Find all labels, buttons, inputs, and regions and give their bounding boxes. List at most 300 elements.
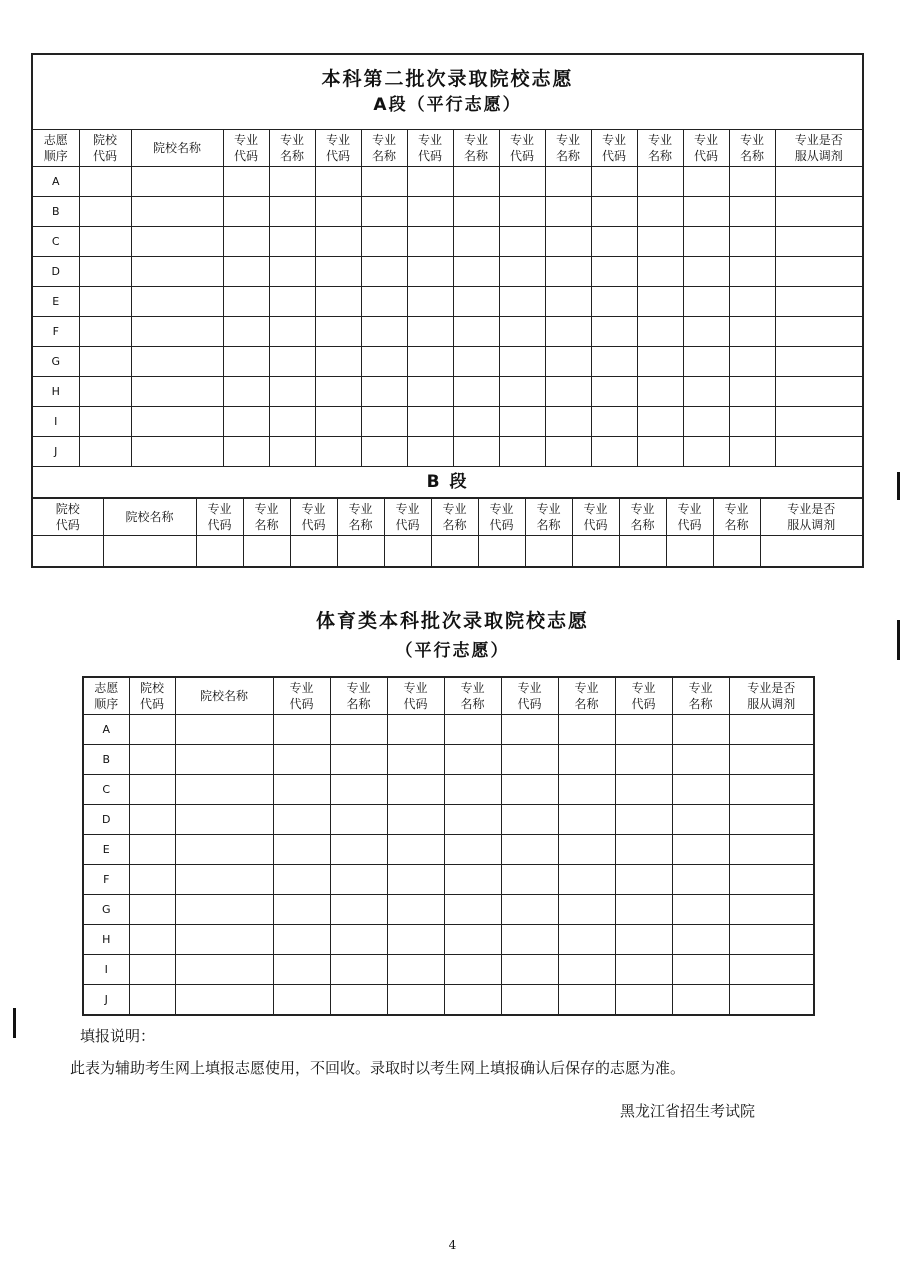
s2-input-cell[interactable]: [672, 955, 729, 985]
s1-input-cell[interactable]: [315, 257, 361, 287]
s1-input-cell[interactable]: [729, 317, 775, 347]
b-col-header-accept-adjust: 专业是否 服从调剂: [760, 499, 862, 536]
s1-input-cell[interactable]: [775, 407, 863, 437]
s1-input-cell[interactable]: [223, 347, 269, 377]
s1-input-cell[interactable]: [407, 197, 453, 227]
s1-input-cell[interactable]: [79, 257, 131, 287]
s1-input-cell[interactable]: [131, 197, 223, 227]
s1-input-cell[interactable]: [591, 197, 637, 227]
b-cell-major-name-4[interactable]: [525, 536, 572, 567]
s2-input-cell[interactable]: [129, 925, 175, 955]
s1-input-cell[interactable]: [591, 347, 637, 377]
s1-input-cell[interactable]: [683, 437, 729, 467]
s1-input-cell[interactable]: [223, 407, 269, 437]
s1-input-cell[interactable]: [223, 227, 269, 257]
s1-input-cell[interactable]: [223, 167, 269, 197]
s1-input-cell[interactable]: [637, 437, 683, 467]
s2-input-cell[interactable]: [501, 865, 558, 895]
b-cell-major-name-2[interactable]: [337, 536, 384, 567]
s2-input-cell[interactable]: [729, 715, 814, 745]
s2-input-cell[interactable]: [444, 835, 501, 865]
s1-input-cell[interactable]: [591, 227, 637, 257]
s2-input-cell[interactable]: [615, 805, 672, 835]
s1-input-cell[interactable]: [545, 257, 591, 287]
s2-input-cell[interactable]: [330, 715, 387, 745]
s2-input-cell[interactable]: [273, 895, 330, 925]
s1-input-cell[interactable]: [683, 197, 729, 227]
s1-input-cell[interactable]: [79, 197, 131, 227]
s2-input-cell[interactable]: [273, 835, 330, 865]
s1-input-cell[interactable]: [269, 287, 315, 317]
s1-input-cell[interactable]: [79, 317, 131, 347]
s2-row-label: B: [83, 745, 129, 775]
b-cell-major-code-1[interactable]: [196, 536, 243, 567]
s2-input-cell[interactable]: [444, 775, 501, 805]
s1-input-cell[interactable]: [729, 377, 775, 407]
s2-input-cell[interactable]: [330, 865, 387, 895]
s2-input-cell[interactable]: [129, 895, 175, 925]
s1-input-cell[interactable]: [729, 437, 775, 467]
s2-input-cell[interactable]: [729, 805, 814, 835]
s1-input-cell[interactable]: [545, 407, 591, 437]
s2-input-cell[interactable]: [501, 775, 558, 805]
s1-input-cell[interactable]: [775, 287, 863, 317]
b-cell-major-name-6[interactable]: [713, 536, 760, 567]
s1-input-cell[interactable]: [407, 287, 453, 317]
s1-input-cell[interactable]: [361, 347, 407, 377]
s1-input-cell[interactable]: [683, 167, 729, 197]
s2-input-cell[interactable]: [129, 805, 175, 835]
s1-input-cell[interactable]: [637, 287, 683, 317]
col-header-major-code-5: 专业 代码: [591, 130, 637, 167]
s1-input-cell[interactable]: [591, 287, 637, 317]
s2-input-cell[interactable]: [558, 745, 615, 775]
s2-input-cell[interactable]: [615, 745, 672, 775]
s1-input-cell[interactable]: [269, 227, 315, 257]
s2-input-cell[interactable]: [175, 895, 273, 925]
s1-input-cell[interactable]: [361, 227, 407, 257]
s1-input-cell[interactable]: [637, 227, 683, 257]
s1-input-cell[interactable]: [499, 257, 545, 287]
b-cell-major-name-1[interactable]: [243, 536, 290, 567]
s1-input-cell[interactable]: [79, 227, 131, 257]
s2-input-cell[interactable]: [330, 955, 387, 985]
s1-input-cell[interactable]: [315, 347, 361, 377]
s2-input-cell[interactable]: [273, 775, 330, 805]
s1-input-cell[interactable]: [775, 197, 863, 227]
s1-input-cell[interactable]: [637, 167, 683, 197]
s1-input-cell[interactable]: [407, 167, 453, 197]
s1-input-cell[interactable]: [407, 347, 453, 377]
s2-input-cell[interactable]: [672, 835, 729, 865]
s1-input-cell[interactable]: [499, 347, 545, 377]
s1-input-cell[interactable]: [453, 437, 499, 467]
s2-input-cell[interactable]: [175, 745, 273, 775]
s1-input-cell[interactable]: [729, 167, 775, 197]
s1-input-cell[interactable]: [499, 197, 545, 227]
s1-input-cell[interactable]: [499, 287, 545, 317]
s1-input-cell[interactable]: [79, 407, 131, 437]
section2-title: 体育类本科批次录取院校志愿: [315, 610, 589, 632]
s2-input-cell[interactable]: [387, 985, 444, 1016]
s1-input-cell[interactable]: [79, 377, 131, 407]
s1-input-cell[interactable]: [269, 167, 315, 197]
s2-input-cell[interactable]: [129, 955, 175, 985]
s2-row-label: G: [83, 895, 129, 925]
s2-input-cell[interactable]: [672, 925, 729, 955]
s2-input-cell[interactable]: [501, 925, 558, 955]
s2-input-cell[interactable]: [273, 715, 330, 745]
s2-input-cell[interactable]: [558, 775, 615, 805]
s2-col-header-order: 志愿 顺序: [83, 677, 129, 715]
s2-input-cell[interactable]: [175, 985, 273, 1016]
s2-input-cell[interactable]: [501, 835, 558, 865]
s1-input-cell[interactable]: [591, 407, 637, 437]
s1-input-cell[interactable]: [361, 437, 407, 467]
s1-input-cell[interactable]: [223, 377, 269, 407]
s1-input-cell[interactable]: [361, 197, 407, 227]
s2-input-cell[interactable]: [615, 835, 672, 865]
s2-input-cell[interactable]: [729, 865, 814, 895]
s2-input-cell[interactable]: [615, 865, 672, 895]
s2-input-cell[interactable]: [615, 715, 672, 745]
s1-input-cell[interactable]: [453, 407, 499, 437]
s2-input-cell[interactable]: [615, 925, 672, 955]
s1-input-cell[interactable]: [269, 197, 315, 227]
s1-input-cell[interactable]: [269, 437, 315, 467]
s2-input-cell[interactable]: [729, 745, 814, 775]
s2-input-cell[interactable]: [387, 775, 444, 805]
s2-input-cell[interactable]: [558, 895, 615, 925]
s1-input-cell[interactable]: [223, 197, 269, 227]
s1-input-cell[interactable]: [545, 227, 591, 257]
s1-input-cell[interactable]: [361, 377, 407, 407]
s2-input-cell[interactable]: [615, 895, 672, 925]
s1-input-cell[interactable]: [315, 287, 361, 317]
s1-input-cell[interactable]: [79, 437, 131, 467]
s1-input-cell[interactable]: [683, 257, 729, 287]
b-cell-major-code-5[interactable]: [572, 536, 619, 567]
s1-input-cell[interactable]: [591, 377, 637, 407]
b-col-header-major-code-6: 专业 代码: [666, 499, 713, 536]
s1-input-cell[interactable]: [269, 317, 315, 347]
s1-input-cell[interactable]: [223, 437, 269, 467]
s2-input-cell[interactable]: [729, 985, 814, 1016]
s2-col-header-major-name-2: 专业 名称: [444, 677, 501, 715]
s1-input-cell[interactable]: [499, 317, 545, 347]
s1-input-cell[interactable]: [131, 437, 223, 467]
s1-input-cell[interactable]: [729, 227, 775, 257]
s2-input-cell[interactable]: [175, 715, 273, 745]
s1-input-cell[interactable]: [591, 257, 637, 287]
s2-input-cell[interactable]: [501, 955, 558, 985]
s1-input-cell[interactable]: [315, 317, 361, 347]
s2-input-cell[interactable]: [387, 835, 444, 865]
s2-col-header-accept-adjust: 专业是否 服从调剂: [729, 677, 814, 715]
s2-input-cell[interactable]: [672, 775, 729, 805]
s2-input-cell[interactable]: [615, 955, 672, 985]
s2-input-cell[interactable]: [129, 715, 175, 745]
s2-input-cell[interactable]: [501, 895, 558, 925]
s1-input-cell[interactable]: [775, 317, 863, 347]
s1-input-cell[interactable]: [775, 257, 863, 287]
s1-input-cell[interactable]: [79, 347, 131, 377]
section2-subtitle: （平行志愿）: [395, 641, 510, 661]
s1-input-cell[interactable]: [499, 167, 545, 197]
s2-input-cell[interactable]: [273, 985, 330, 1016]
b-cell-major-name-3[interactable]: [431, 536, 478, 567]
s1-input-cell[interactable]: [775, 347, 863, 377]
s1-input-cell[interactable]: [545, 437, 591, 467]
s1-input-cell[interactable]: [545, 167, 591, 197]
s2-input-cell[interactable]: [129, 835, 175, 865]
s1-input-cell[interactable]: [453, 317, 499, 347]
col-header-major-name-6: 专业 名称: [729, 130, 775, 167]
b-col-header-school-name: 院校名称: [103, 499, 196, 536]
s1-input-cell[interactable]: [545, 197, 591, 227]
s1-input-cell[interactable]: [407, 407, 453, 437]
s2-input-cell[interactable]: [501, 805, 558, 835]
s2-col-header-major-code-1: 专业 代码: [273, 677, 330, 715]
s2-input-cell[interactable]: [330, 925, 387, 955]
s2-input-cell[interactable]: [501, 985, 558, 1016]
s1-input-cell[interactable]: [453, 257, 499, 287]
s2-input-cell[interactable]: [615, 775, 672, 805]
s1-input-cell[interactable]: [315, 197, 361, 227]
s1-input-cell[interactable]: [131, 407, 223, 437]
s1-input-cell[interactable]: [591, 437, 637, 467]
s1-input-cell[interactable]: [775, 227, 863, 257]
s2-input-cell[interactable]: [387, 895, 444, 925]
s1-input-cell[interactable]: [453, 167, 499, 197]
s1-input-cell[interactable]: [729, 257, 775, 287]
s2-input-cell[interactable]: [444, 955, 501, 985]
s2-input-cell[interactable]: [558, 715, 615, 745]
s2-input-cell[interactable]: [330, 775, 387, 805]
s1-input-cell[interactable]: [269, 377, 315, 407]
s1-input-cell[interactable]: [545, 287, 591, 317]
s1-input-cell[interactable]: [683, 407, 729, 437]
col-header-school-code: 院校 代码: [79, 130, 131, 167]
s2-input-cell[interactable]: [330, 985, 387, 1016]
s2-input-cell[interactable]: [129, 775, 175, 805]
s2-input-cell[interactable]: [330, 835, 387, 865]
s1-input-cell[interactable]: [269, 347, 315, 377]
s2-input-cell[interactable]: [672, 745, 729, 775]
s1-input-cell[interactable]: [315, 167, 361, 197]
s2-input-cell[interactable]: [444, 895, 501, 925]
b-cell-school-code[interactable]: [33, 536, 103, 567]
s2-input-cell[interactable]: [387, 955, 444, 985]
s1-input-cell[interactable]: [775, 377, 863, 407]
s1-input-cell[interactable]: [361, 167, 407, 197]
s1-input-cell[interactable]: [453, 377, 499, 407]
s1-input-cell[interactable]: [637, 347, 683, 377]
b-col-header-major-name-5: 专业 名称: [619, 499, 666, 536]
s1-input-cell[interactable]: [775, 167, 863, 197]
s1-input-cell[interactable]: [453, 197, 499, 227]
s2-input-cell[interactable]: [129, 985, 175, 1016]
s1-input-cell[interactable]: [729, 197, 775, 227]
s2-input-cell[interactable]: [444, 865, 501, 895]
s1-input-cell[interactable]: [775, 437, 863, 467]
s1-input-cell[interactable]: [315, 437, 361, 467]
s2-input-cell[interactable]: [558, 865, 615, 895]
s1-input-cell[interactable]: [361, 407, 407, 437]
b-cell-major-name-5[interactable]: [619, 536, 666, 567]
s1-input-cell[interactable]: [683, 287, 729, 317]
s2-input-cell[interactable]: [387, 805, 444, 835]
s1-input-cell[interactable]: [545, 377, 591, 407]
s2-input-cell[interactable]: [387, 865, 444, 895]
s2-input-cell[interactable]: [444, 745, 501, 775]
s2-input-cell[interactable]: [175, 835, 273, 865]
s1-input-cell[interactable]: [361, 257, 407, 287]
s1-input-cell[interactable]: [683, 347, 729, 377]
s1-input-cell[interactable]: [407, 377, 453, 407]
s2-input-cell[interactable]: [273, 745, 330, 775]
s2-input-cell[interactable]: [729, 835, 814, 865]
s1-input-cell[interactable]: [453, 227, 499, 257]
s1-input-cell[interactable]: [79, 287, 131, 317]
s1-row: [32, 317, 863, 347]
s2-input-cell[interactable]: [273, 955, 330, 985]
s2-input-cell[interactable]: [558, 985, 615, 1016]
s1-input-cell[interactable]: [637, 377, 683, 407]
s1-input-cell[interactable]: [729, 347, 775, 377]
s1-input-cell[interactable]: [499, 407, 545, 437]
s1-input-cell[interactable]: [361, 317, 407, 347]
s2-input-cell[interactable]: [175, 865, 273, 895]
s2-row-label: A: [83, 715, 129, 745]
b-cell-major-code-3[interactable]: [384, 536, 431, 567]
s1-input-cell[interactable]: [315, 377, 361, 407]
s1-input-cell[interactable]: [637, 407, 683, 437]
s1-input-cell[interactable]: [131, 287, 223, 317]
section2-title-block: [0, 608, 905, 664]
notes-body: 此表为辅助考生网上填报志愿使用，不回收。录取时以考生网上填报确认后保存的志愿为准。: [70, 1059, 686, 1077]
s2-input-cell[interactable]: [175, 925, 273, 955]
b-cell-accept-adjust[interactable]: [760, 536, 862, 567]
s1-input-cell[interactable]: [79, 167, 131, 197]
s2-input-cell[interactable]: [387, 925, 444, 955]
s1-input-cell[interactable]: [637, 257, 683, 287]
s1-input-cell[interactable]: [407, 437, 453, 467]
section1-subtitle-b: B 段: [32, 467, 863, 498]
s1-input-cell[interactable]: [729, 407, 775, 437]
s2-input-cell[interactable]: [501, 715, 558, 745]
s2-input-cell[interactable]: [444, 985, 501, 1016]
s1-input-cell[interactable]: [453, 287, 499, 317]
s1-input-cell[interactable]: [637, 317, 683, 347]
s2-input-cell[interactable]: [558, 805, 615, 835]
s1-input-cell[interactable]: [499, 377, 545, 407]
s1-input-cell[interactable]: [637, 197, 683, 227]
s1-input-cell[interactable]: [131, 227, 223, 257]
s1-input-cell[interactable]: [407, 317, 453, 347]
s2-input-cell[interactable]: [175, 775, 273, 805]
s2-input-cell[interactable]: [330, 805, 387, 835]
s1-input-cell[interactable]: [499, 437, 545, 467]
s1-input-cell[interactable]: [315, 227, 361, 257]
b-col-header-major-name-4: 专业 名称: [525, 499, 572, 536]
s2-input-cell[interactable]: [672, 715, 729, 745]
s1-input-cell[interactable]: [545, 347, 591, 377]
s2-input-cell[interactable]: [444, 805, 501, 835]
s1-input-cell[interactable]: [545, 317, 591, 347]
b-cell-major-code-4[interactable]: [478, 536, 525, 567]
s1-row: [32, 197, 863, 227]
s2-input-cell[interactable]: [387, 715, 444, 745]
s2-input-cell[interactable]: [273, 865, 330, 895]
s1-input-cell[interactable]: [407, 227, 453, 257]
s1-input-cell[interactable]: [499, 227, 545, 257]
s2-input-cell[interactable]: [615, 985, 672, 1016]
s1-input-cell[interactable]: [683, 227, 729, 257]
s1-input-cell[interactable]: [591, 317, 637, 347]
s1-input-cell[interactable]: [361, 287, 407, 317]
s2-input-cell[interactable]: [558, 955, 615, 985]
s1-input-cell[interactable]: [223, 287, 269, 317]
s2-input-cell[interactable]: [175, 805, 273, 835]
b-cell-major-code-2[interactable]: [290, 536, 337, 567]
s2-input-cell[interactable]: [672, 865, 729, 895]
s1-input-cell[interactable]: [407, 257, 453, 287]
s1-input-cell[interactable]: [131, 167, 223, 197]
s1-input-cell[interactable]: [591, 167, 637, 197]
s2-input-cell[interactable]: [672, 985, 729, 1016]
b-cell-school-name[interactable]: [103, 536, 196, 567]
s2-input-cell[interactable]: [444, 925, 501, 955]
s1-input-cell[interactable]: [223, 317, 269, 347]
s2-col-header-major-name-3: 专业 名称: [558, 677, 615, 715]
s2-input-cell[interactable]: [729, 895, 814, 925]
s1-input-cell[interactable]: [729, 287, 775, 317]
s2-input-cell[interactable]: [501, 745, 558, 775]
s2-input-cell[interactable]: [129, 865, 175, 895]
s2-input-cell[interactable]: [729, 775, 814, 805]
s2-input-cell[interactable]: [175, 955, 273, 985]
s2-input-cell[interactable]: [558, 835, 615, 865]
s1-input-cell[interactable]: [315, 407, 361, 437]
s1-input-cell[interactable]: [683, 377, 729, 407]
b-cell-major-code-6[interactable]: [666, 536, 713, 567]
s2-input-cell[interactable]: [672, 895, 729, 925]
s2-input-cell[interactable]: [273, 925, 330, 955]
s1-input-cell[interactable]: [131, 317, 223, 347]
s2-input-cell[interactable]: [330, 895, 387, 925]
s1-input-cell[interactable]: [131, 347, 223, 377]
s1-input-cell[interactable]: [683, 317, 729, 347]
s2-row: [83, 775, 814, 805]
s2-input-cell[interactable]: [672, 805, 729, 835]
col-header-major-code-6: 专业 代码: [683, 130, 729, 167]
s1-input-cell[interactable]: [269, 257, 315, 287]
s1-input-cell[interactable]: [453, 347, 499, 377]
s2-input-cell[interactable]: [387, 745, 444, 775]
s2-input-cell[interactable]: [444, 715, 501, 745]
s1-input-cell[interactable]: [269, 407, 315, 437]
s2-input-cell[interactable]: [330, 745, 387, 775]
s1-input-cell[interactable]: [131, 257, 223, 287]
s2-input-cell[interactable]: [273, 805, 330, 835]
s2-input-cell[interactable]: [729, 955, 814, 985]
s1-input-cell[interactable]: [223, 257, 269, 287]
s1-input-cell[interactable]: [131, 377, 223, 407]
s2-input-cell[interactable]: [729, 925, 814, 955]
s2-input-cell[interactable]: [558, 925, 615, 955]
s2-input-cell[interactable]: [129, 745, 175, 775]
